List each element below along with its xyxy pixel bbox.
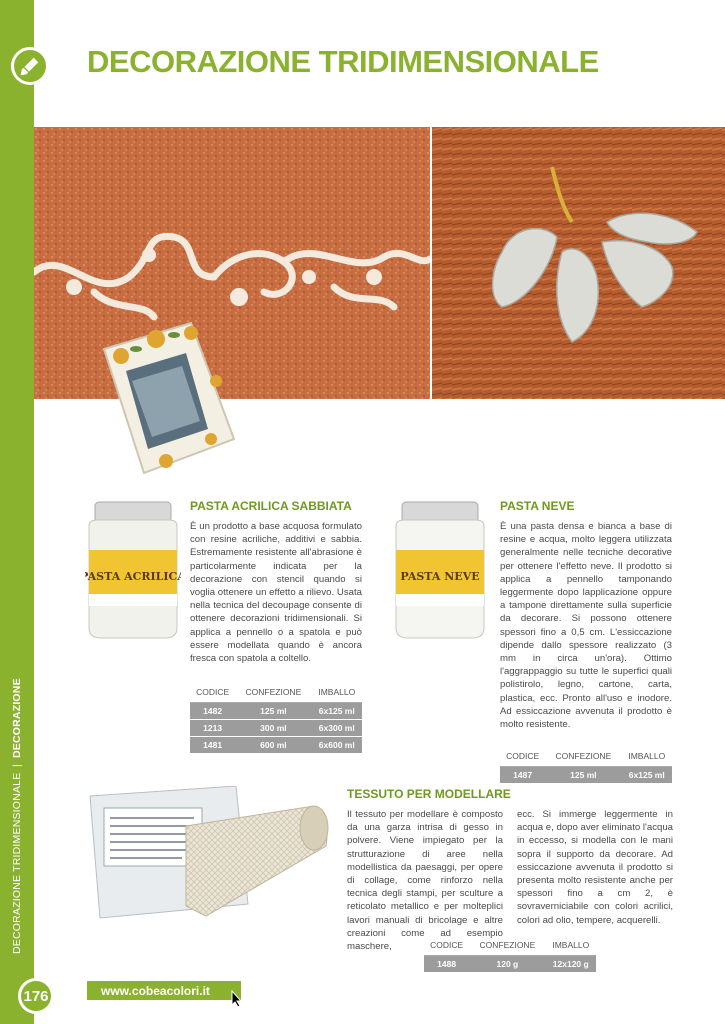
cell-codice: 1482 — [190, 703, 235, 720]
product-description-col1: Il tessuto per modellare è composto da una garza intrisa di gesso in polvere. Viene impiegato per la strutturazione di aree nella modellistica da paesaggi, per opere di collage, come rinforzo nella tecnica degli stampi, per sculture a reticolato metallico e per molteplici lavori manuali di bricolage e altre creazioni come ad esempio maschere, — [347, 809, 503, 953]
table-row — [190, 703, 362, 720]
product-spec-table — [424, 936, 596, 973]
tessuto-per-modellare-image — [86, 786, 331, 926]
product-pasta-neve — [500, 499, 672, 784]
table-row — [424, 956, 596, 973]
product-spec-table — [190, 683, 362, 754]
column-header-confezione: CONFEZIONE — [469, 936, 545, 956]
cell-confezione: 125 ml — [545, 767, 621, 784]
column-header-confezione: CONFEZIONE — [235, 683, 311, 703]
cell-confezione: 125 ml — [235, 703, 311, 720]
column-header-imballo: IMBALLO — [546, 936, 596, 956]
page-number: 176 — [18, 978, 54, 1014]
section-separator: | — [11, 763, 23, 767]
product-title: TESSUTO PER MODELLARE — [347, 787, 511, 801]
product-description-col2: ecc. Si immerge leggermente in acqua e, dopo aver eliminato l'acqua in eccesso, si modella con le mani sopra il supporto da decorare. Ad essiccazione avvenuta il prodotto si presenta molto resistente anche per spessori fino a cm 2, è sovraverniciabile con colori acrilici, colori ad olio, tempere, acquerelli. — [517, 809, 673, 926]
cell-imballo: 6x300 ml — [312, 720, 362, 737]
product-description: È una pasta densa e bianca a base di resine e acqua, molto leggera utilizzata generalmente nelle tecniche decorative per ottenere l'effetto neve. Il prodotto si applica a pennello tamponando leggermente dopo lapplicazione oppure a tampone direttamente sulla superficie da decorare. Si possono ottenere spessori fino a 0,5 cm. L'essiccazione dipende dallo spessore realizzato (3 mm in circa un'ora). Ottimo l'aggrappaggio su tutte le superfici quali polistirolo, legno, cartone, carta, plastica, ecc. Pronto all'uso e inodore. Ad essiccazione avvenuta il prodotto è molto resistente. — [500, 521, 672, 731]
jar-label-text: PASTA NEVE — [400, 570, 480, 583]
section-label-light: DECORAZIONE TRIDIMENSIONALE — [11, 772, 23, 954]
pasta-neve-jar-image — [392, 500, 488, 640]
cell-imballo: 12x120 g — [546, 956, 596, 973]
cell-codice: 1481 — [190, 737, 235, 754]
jar-label-text: PASTA ACRILICA — [85, 570, 181, 583]
column-header-confezione: CONFEZIONE — [545, 747, 621, 767]
column-header-codice: CODICE — [190, 683, 235, 703]
product-title: PASTA ACRILICA SABBIATA — [190, 499, 352, 513]
table-row — [190, 737, 362, 754]
product-title: PASTA NEVE — [500, 499, 575, 513]
column-header-codice: CODICE — [500, 747, 545, 767]
cell-imballo: 6x125 ml — [622, 767, 672, 784]
brush-logo-icon — [11, 47, 49, 85]
cell-imballo: 6x125 ml — [312, 703, 362, 720]
product-description: È un prodotto a base acquosa formulato con resine acriliche, additivi e sabbia. Estremamente resistente all'abrasione è particolarmente indicata per la decorazione con stencil quando si voglia ottenere un effetto a rilievo. Usata nella tecnica del decoupage consente di ottenere decorazioni tridimensionali. Si applica a pennello o a spatola e può essere modellata quando è ancora fresca con spatola a coltello. — [190, 521, 362, 665]
pasta-acrilica-jar-image — [85, 500, 181, 640]
cell-codice: 1487 — [500, 767, 545, 784]
cell-confezione: 600 ml — [235, 737, 311, 754]
column-header-codice: CODICE — [424, 936, 469, 956]
cursor-arrow-icon — [231, 990, 243, 1008]
section-label — [3, 677, 31, 954]
cell-codice: 1488 — [424, 956, 469, 973]
cell-confezione: 120 g — [469, 956, 545, 973]
cell-confezione: 300 ml — [235, 720, 311, 737]
column-header-imballo: IMBALLO — [312, 683, 362, 703]
page-title: DECORAZIONE TRIDIMENSIONALE — [87, 44, 599, 79]
decoupage-frame-image — [96, 321, 238, 481]
column-header-imballo: IMBALLO — [622, 747, 672, 767]
product-pasta-acrilica — [190, 499, 362, 754]
table-row — [190, 720, 362, 737]
hero-image-snow-paste — [432, 127, 725, 399]
cell-imballo: 6x600 ml — [312, 737, 362, 754]
website-link[interactable]: www.cobeacolori.it — [87, 981, 241, 1000]
section-label-bold: DECORAZIONE — [11, 677, 23, 758]
cell-codice: 1213 — [190, 720, 235, 737]
product-spec-table — [500, 747, 672, 784]
table-row — [500, 767, 672, 784]
product-tessuto-per-modellare — [347, 787, 673, 953]
